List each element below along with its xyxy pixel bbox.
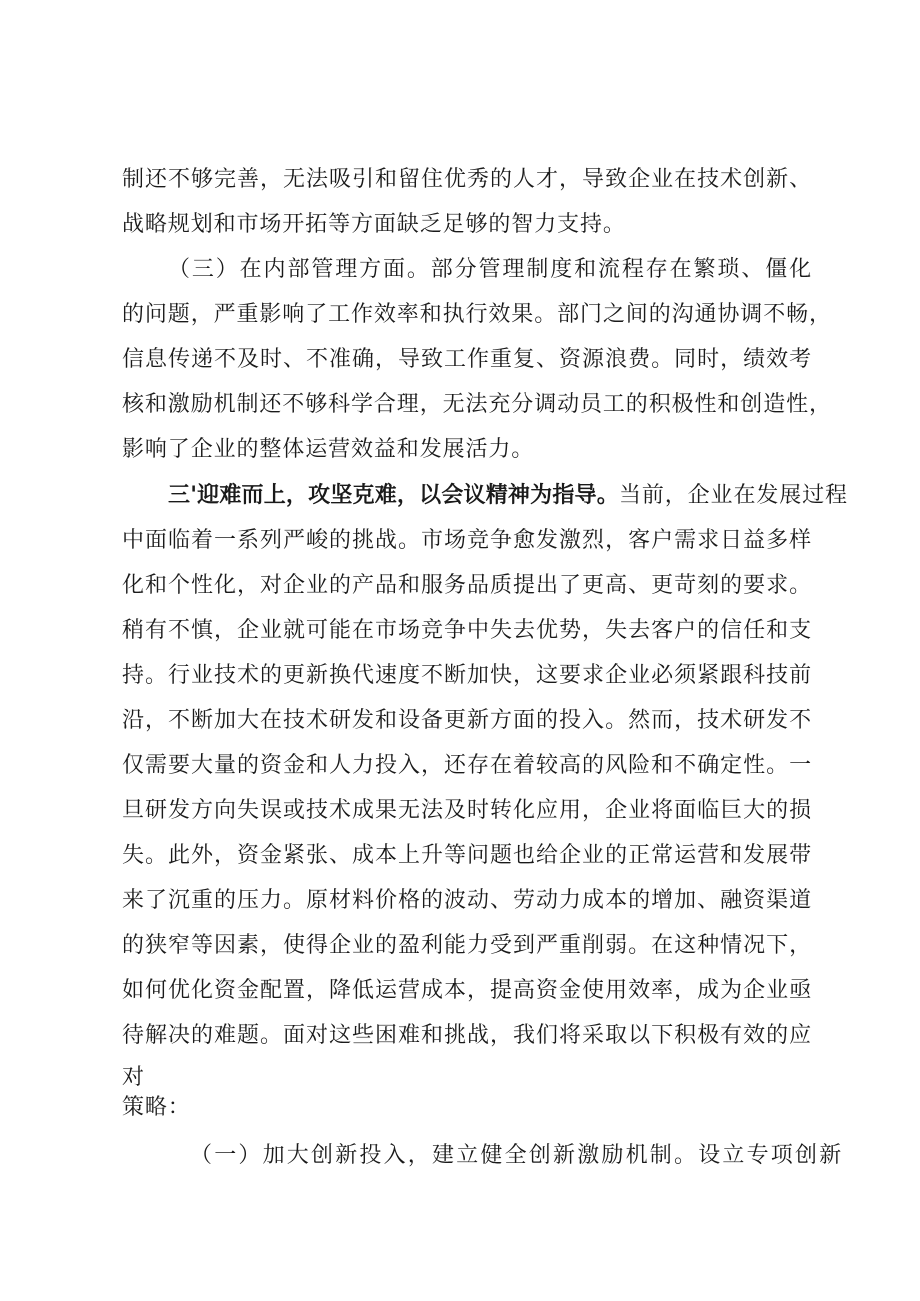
section-heading-bold: 三'迎难而上，攻坚克难，以会议精神为指导。	[168, 483, 619, 508]
paragraph-line: 制还不够完善，无法吸引和留住优秀的人才，导致企业在技术创新、	[122, 167, 812, 192]
paragraph-line: 战略规划和市场开拓等方面缺乏足够的智力支持。	[122, 212, 626, 237]
paragraph-line: 对	[122, 1065, 145, 1090]
paragraph-line: 信息传递不及时、不准确，导致工作重复、资源浪费。同时，绩效考	[122, 347, 812, 372]
paragraph-line: 如何优化资金配置，降低运营成本，提高资金使用效率，成为企业亟	[122, 978, 812, 1003]
section-heading-line	[168, 481, 848, 511]
paragraph-line: 稍有不慎，企业就可能在市场竞争中失去优势，失去客户的信任和支	[122, 618, 812, 643]
paragraph-line: 的问题，严重影响了工作效率和执行效果。部门之间的沟通协调不畅，	[122, 302, 832, 327]
paragraph-line: 旦研发方向失误或技术成果无法及时转化应用，企业将面临巨大的损	[122, 798, 812, 823]
paragraph-line: 影响了企业的整体运营效益和发展活力。	[122, 437, 535, 462]
section-heading-text: 当前，企业在发展过程	[618, 483, 848, 508]
paragraph-line: 来了沉重的压力。原材料价格的波动、劳动力成本的增加、融资渠道	[122, 888, 812, 913]
paragraph-line: 核和激励机制还不够科学合理，无法充分调动员工的积极性和创造性，	[122, 392, 832, 417]
section-heading-line: （一）加大创新投入，建立健全创新激励机制。设立专项创新	[190, 1143, 844, 1168]
paragraph-line: 的狭窄等因素，使得企业的盈利能力受到严重削弱。在这种情况下，	[122, 933, 812, 958]
paragraph-line: 失。此外，资金紧张、成本上升等问题也给企业的正常运营和发展带	[122, 843, 812, 868]
paragraph-line: 持。行业技术的更新换代速度不断加快，这要求企业必须紧跟科技前	[122, 663, 812, 688]
paragraph-line: 化和个性化，对企业的产品和服务品质提出了更高、更苛刻的要求。	[122, 573, 812, 598]
paragraph-line: 策略：	[122, 1095, 191, 1120]
section-heading-line: （三）在内部管理方面。部分管理制度和流程存在繁琐、僵化	[168, 257, 812, 282]
paragraph-line: 沿，不断加大在技术研发和设备更新方面的投入。然而，技术研发不	[122, 708, 812, 733]
paragraph-line: 仅需要大量的资金和人力投入，还存在着较高的风险和不确定性。一	[122, 753, 812, 778]
paragraph-line: 中面临着一系列严峻的挑战。市场竞争愈发激烈，客户需求日益多样	[122, 528, 812, 553]
paragraph-line: 待解决的难题。面对这些困难和挑战，我们将采取以下积极有效的应	[122, 1023, 812, 1048]
